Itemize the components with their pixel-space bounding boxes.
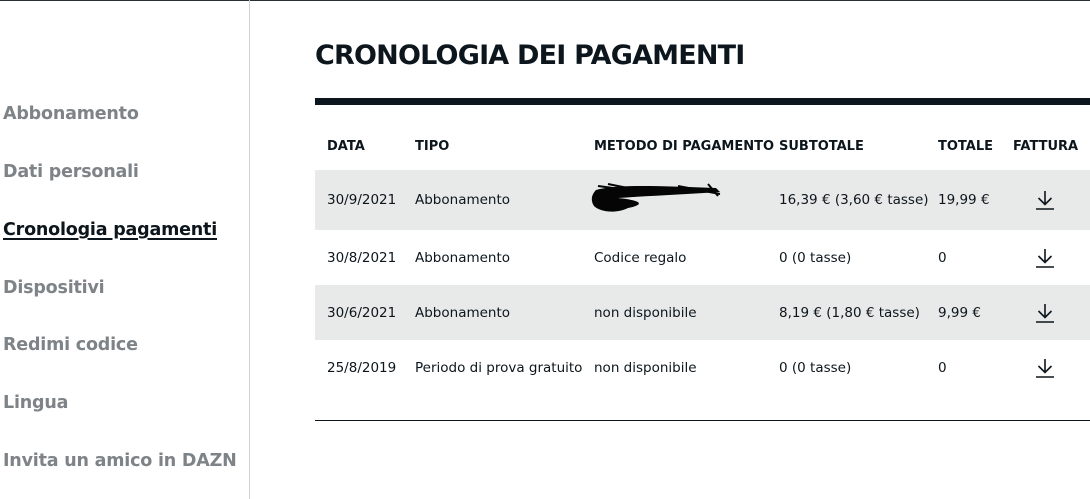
column-header-metodo: METODO DI PAGAMENTO — [594, 139, 775, 154]
column-header-fattura: FATTURA — [1013, 139, 1079, 154]
sidebar-item-lingua[interactable]: Lingua — [3, 393, 69, 413]
cell-data: 30/6/2021 — [327, 304, 397, 321]
cell-totale: 0 — [938, 249, 947, 266]
cell-metodo: non disponibile — [594, 359, 697, 376]
sidebar-item-cronologia-pagamenti[interactable]: Cronologia pagamenti — [3, 220, 218, 240]
download-icon[interactable] — [1034, 357, 1056, 379]
table-row — [315, 230, 1090, 285]
table-row — [315, 170, 1090, 230]
sidebar-item-dati-personali[interactable]: Dati personali — [3, 162, 139, 182]
column-header-subtotale: SUBTOTALE — [779, 139, 864, 154]
cell-totale: 9,99 € — [938, 304, 981, 321]
cell-tipo: Abbonamento — [415, 249, 511, 266]
sidebar-item-invita-amico[interactable]: Invita un amico in DAZN — [3, 451, 237, 471]
title-divider — [315, 98, 1090, 105]
column-header-totale: TOTALE — [938, 139, 994, 154]
download-icon[interactable] — [1034, 247, 1056, 269]
cell-tipo: Abbonamento — [415, 304, 511, 321]
table-row — [315, 285, 1090, 340]
cell-subtotale: 8,19 € (1,80 € tasse) — [779, 304, 920, 321]
cell-totale: 19,99 € — [938, 192, 990, 208]
cell-metodo: non disponibile — [594, 304, 697, 321]
redacted-payment-method — [588, 178, 728, 220]
table-row — [315, 340, 1090, 395]
column-header-data: DATA — [327, 139, 365, 154]
cell-data: 30/8/2021 — [327, 249, 397, 266]
sidebar-item-abbonamento[interactable]: Abbonamento — [3, 104, 139, 124]
table-bottom-divider — [315, 420, 1090, 421]
cell-totale: 0 — [938, 359, 947, 376]
page-title: CRONOLOGIA DEI PAGAMENTI — [315, 40, 745, 71]
column-header-tipo: TIPO — [415, 139, 450, 154]
cell-data: 25/8/2019 — [327, 359, 397, 376]
download-icon[interactable] — [1034, 302, 1056, 324]
cell-subtotale: 0 (0 tasse) — [779, 249, 852, 266]
account-sidebar — [0, 0, 250, 499]
cell-tipo: Abbonamento — [415, 192, 511, 208]
cell-subtotale: 0 (0 tasse) — [779, 359, 852, 376]
cell-tipo: Periodo di prova gratuito — [415, 359, 583, 376]
cell-data: 30/9/2021 — [327, 192, 397, 208]
download-icon[interactable] — [1034, 189, 1056, 211]
sidebar-item-redimi-codice[interactable]: Redimi codice — [3, 335, 138, 355]
sidebar-item-dispositivi[interactable]: Dispositivi — [3, 278, 105, 298]
cell-subtotale: 16,39 € (3,60 € tasse) — [779, 192, 929, 208]
cell-metodo: Codice regalo — [594, 249, 687, 266]
